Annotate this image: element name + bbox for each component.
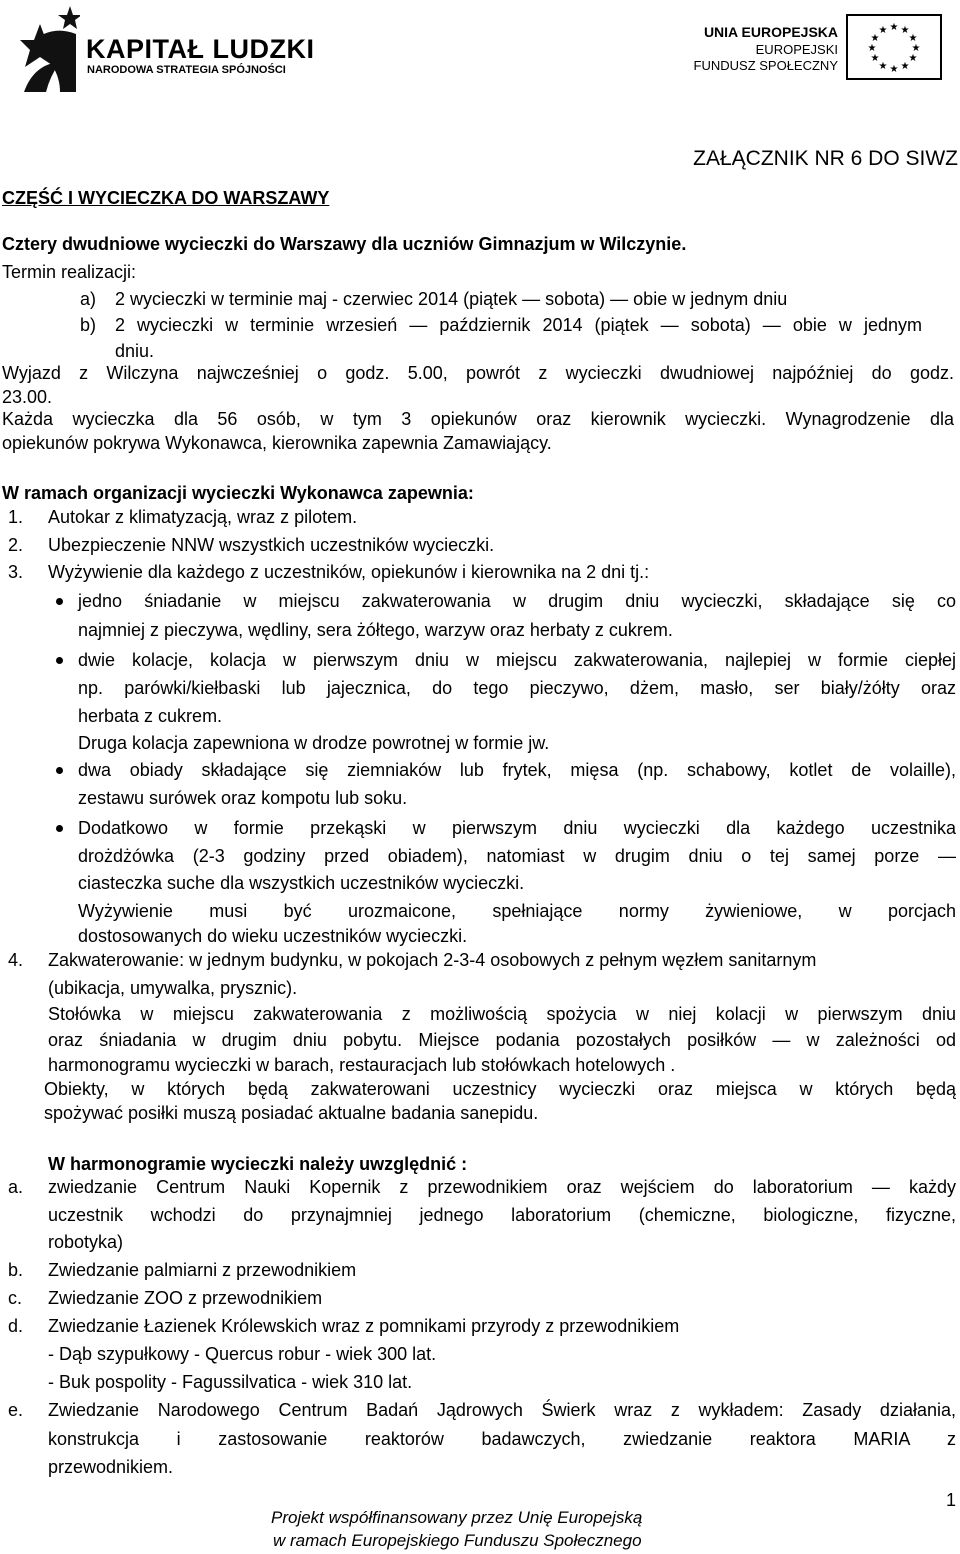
group-line1 bbox=[2, 408, 954, 430]
kapital-ludzki-logo bbox=[20, 4, 315, 94]
schedule-e-line1 bbox=[48, 1399, 956, 1421]
svg-text:★: ★ bbox=[878, 61, 888, 72]
objects-text1: Obiekty, w których będą zakwaterowani uczestnicy wycieczki oraz miejsca w których będą bbox=[44, 1079, 956, 1099]
meal2-text2: np. parówki/kiełbaski lub jajecznica, do tego pieczywo, dżem, masło, ser biały/żółty oraz bbox=[78, 678, 956, 698]
meal2-line4: Druga kolacja zapewniona w drodze powrotnej w formie jw. bbox=[78, 733, 550, 753]
departure-line2: 23.00. bbox=[2, 387, 53, 407]
item4-line1: Zakwaterowanie: w jednym budynku, w pokojach 2-3-4 osobowych z pełnym węzłem sanitarnym bbox=[48, 950, 817, 970]
item1-num: 1. bbox=[8, 507, 24, 527]
schedule-d-line1: Zwiedzanie Łazienek Królewskich wraz z pomnikami przyrody z przewodnikiem bbox=[48, 1316, 680, 1336]
meal1-line1 bbox=[78, 590, 956, 612]
footer-line1: Projekt współfinansowany przez Unię Europejską bbox=[271, 1508, 643, 1527]
departure-text1: Wyjazd z Wilczyna najwcześniej o godz. 5.00, powrót z wycieczki dwudniowej najpóźniej do godz. bbox=[2, 363, 954, 383]
meal4-text1: Dodatkowo w formie przekąski w pierwszym dniu wycieczki dla każdego uczestnika bbox=[78, 818, 956, 838]
canteen-text2: oraz śniadania w drugim dniu pobytu. Miejsce podania pozostałych posiłków — w zależności od bbox=[48, 1030, 956, 1050]
page-number: 1 bbox=[945, 1490, 956, 1510]
canteen-text1: Stołówka w miejscu zakwaterowania z możliwością spożycia w niej kolacji w pierwszym dniu bbox=[48, 1004, 956, 1024]
meal1-text1: jedno śniadanie w miejscu zakwaterowania w drugim dniu wycieczki, składające się co bbox=[78, 591, 956, 611]
svg-text:★: ★ bbox=[900, 61, 910, 72]
canteen-line2 bbox=[48, 1029, 956, 1051]
eu-logo bbox=[693, 14, 942, 80]
eu-logo-line3: FUNDUSZ SPOŁECZNY bbox=[693, 58, 838, 73]
schedule-e-text1: Zwiedzanie Narodowego Centrum Badań Jądrowych Świerk wraz z wykładem: Zasady działania, bbox=[48, 1400, 956, 1420]
departure-line1 bbox=[2, 362, 954, 384]
item1-text: Autokar z klimatyzacją, wraz z pilotem. bbox=[48, 507, 358, 527]
svg-text:★: ★ bbox=[900, 25, 910, 36]
term-a-marker: a) bbox=[80, 289, 97, 309]
schedule-b-marker: b. bbox=[8, 1260, 24, 1280]
schedule-a-text2: uczestnik wchodzi do przynajmniej jednego laboratorium (chemiczne, biologiczne, fizyczne, bbox=[48, 1205, 956, 1225]
canteen-line3: harmonogramu wycieczki w barach, restauracjach lub stołówkach hotelowych . bbox=[48, 1055, 676, 1075]
item4-line2: (ubikacja, umywalka, prysznic). bbox=[48, 978, 298, 998]
schedule-a-line3: robotyka) bbox=[48, 1232, 124, 1252]
part-title: CZĘŚĆ I WYCIECZKA DO WARSZAWY bbox=[2, 188, 330, 208]
term-b-text1: 2 wycieczki w terminie wrzesień — październik 2014 (piątek — sobota) — obie w jednym bbox=[115, 315, 922, 335]
meal2-line1 bbox=[78, 649, 956, 671]
schedule-a-line1 bbox=[48, 1176, 956, 1198]
meal-note-line1 bbox=[78, 900, 956, 922]
meal-note-text1: Wyżywienie musi być urozmaicone, spełniające normy żywieniowe, w porcjach bbox=[78, 901, 956, 921]
meal3-line1 bbox=[78, 759, 956, 781]
schedule-heading: W harmonogramie wycieczki należy uwzględnić : bbox=[48, 1154, 468, 1174]
schedule-c-marker: c. bbox=[8, 1288, 23, 1308]
meal4-line2 bbox=[78, 845, 956, 867]
schedule-b-text: Zwiedzanie palmiarni z przewodnikiem bbox=[48, 1260, 357, 1280]
bullet-icon bbox=[56, 825, 63, 832]
meal2-text1: dwie kolacje, kolacja w pierwszym dniu w miejscu zakwaterowania, najlepiej w formie ciepłej bbox=[78, 650, 956, 670]
eu-flag-icon bbox=[846, 14, 942, 80]
schedule-d-line3: - Buk pospolity - Fagussilvatica - wiek 310 lat. bbox=[48, 1372, 413, 1392]
svg-text:★: ★ bbox=[870, 33, 880, 44]
logo-subtitle: NARODOWA STRATEGIA SPÓJNOŚCI bbox=[87, 64, 286, 76]
term-b-line2: dniu. bbox=[115, 341, 155, 361]
svg-text:★: ★ bbox=[911, 43, 921, 54]
meal-note-line2: dostosowanych do wieku uczestników wycieczki. bbox=[78, 926, 468, 946]
term-a: 2 wycieczki w terminie maj - czerwiec 2014 (piątek — sobota) — obie w jednym dniu bbox=[115, 289, 788, 309]
schedule-a-line2 bbox=[48, 1204, 956, 1226]
term-b-line1 bbox=[115, 314, 922, 336]
schedule-d-line2: - Dąb szypułkowy - Quercus robur - wiek 300 lat. bbox=[48, 1344, 437, 1364]
meal1-line2: najmniej z pieczywa, wędliny, sera żółtego, warzyw oraz herbaty z cukrem. bbox=[78, 620, 673, 640]
svg-text:★: ★ bbox=[867, 43, 877, 54]
annex-title: ZAŁĄCZNIK NR 6 DO SIWZ bbox=[693, 147, 958, 170]
eu-logo-line2: EUROPEJSKI bbox=[755, 42, 838, 57]
objects-line1 bbox=[44, 1078, 956, 1100]
term-b-marker: b) bbox=[80, 315, 97, 335]
svg-text:★: ★ bbox=[878, 25, 888, 36]
schedule-a-text1: zwiedzanie Centrum Nauki Kopernik z przewodnikiem oraz wejściem do laboratorium — każdy bbox=[48, 1177, 956, 1197]
meal2-line2 bbox=[78, 677, 956, 699]
item4-num: 4. bbox=[8, 950, 24, 970]
meal4-line3: ciasteczka suche dla wszystkich uczestników wycieczki. bbox=[78, 873, 525, 893]
item2-num: 2. bbox=[8, 535, 24, 555]
group-text1: Każda wycieczka dla 56 osób, w tym 3 opiekunów oraz kierownik wycieczki. Wynagrodzenie dla bbox=[2, 409, 954, 429]
group-line2: opiekunów pokrywa Wykonawca, kierownika zapewnia Zamawiający. bbox=[2, 433, 552, 453]
item2-text: Ubezpieczenie NNW wszystkich uczestników wycieczki. bbox=[48, 535, 495, 555]
meal4-text2: drożdżówka (2-3 godziny przed obiadem), natomiast w drugim dniu o tej samej porze — bbox=[78, 846, 956, 866]
bullet-icon bbox=[56, 657, 63, 664]
meal3-line2: zestawu surówek oraz kompotu lub soku. bbox=[78, 788, 408, 808]
schedule-e-marker: e. bbox=[8, 1400, 24, 1420]
svg-text:★: ★ bbox=[889, 64, 899, 75]
item3-text: Wyżywienie dla każdego z uczestników, opiekunów i kierownika na 2 dni tj.: bbox=[48, 562, 650, 582]
bullet-icon bbox=[56, 767, 63, 774]
objects-line2: spożywać posiłki muszą posiadać aktualne badania sanepidu. bbox=[44, 1103, 539, 1123]
item3-num: 3. bbox=[8, 562, 24, 582]
meal4-line1 bbox=[78, 817, 956, 839]
bullet-icon bbox=[56, 598, 63, 605]
provides-heading: W ramach organizacji wycieczki Wykonawca zapewnia: bbox=[2, 483, 474, 503]
intro-text: Cztery dwudniowe wycieczki do Warszawy dla uczniów Gimnazjum w Wilczynie. bbox=[2, 234, 687, 254]
logo-title: KAPITAŁ LUDZKI bbox=[86, 34, 315, 64]
schedule-e-line2 bbox=[48, 1428, 956, 1450]
schedule-a-marker: a. bbox=[8, 1177, 24, 1197]
term-label: Termin realizacji: bbox=[2, 262, 137, 282]
svg-text:★: ★ bbox=[908, 53, 918, 64]
svg-text:★: ★ bbox=[908, 33, 918, 44]
canteen-line1 bbox=[48, 1003, 956, 1025]
eu-logo-line1: UNIA EUROPEJSKA bbox=[703, 24, 838, 40]
svg-text:★: ★ bbox=[870, 53, 880, 64]
schedule-c-text: Zwiedzanie ZOO z przewodnikiem bbox=[48, 1288, 323, 1308]
footer-line2: w ramach Europejskiego Funduszu Społecznego bbox=[273, 1531, 642, 1550]
kapital-ludzki-star-icon bbox=[20, 4, 80, 92]
schedule-e-text2: konstrukcja i zastosowanie reaktorów badawczych, zwiedzanie reaktora MARIA z bbox=[48, 1429, 956, 1449]
svg-text:★: ★ bbox=[889, 22, 899, 33]
schedule-e-line3: przewodnikiem. bbox=[48, 1457, 174, 1477]
schedule-d-marker: d. bbox=[8, 1316, 24, 1336]
meal2-line3: herbata z cukrem. bbox=[78, 706, 223, 726]
meal3-text1: dwa obiady składające się ziemniaków lub frytek, mięsa (np. schabowy, kotlet de volaille), bbox=[78, 760, 956, 780]
